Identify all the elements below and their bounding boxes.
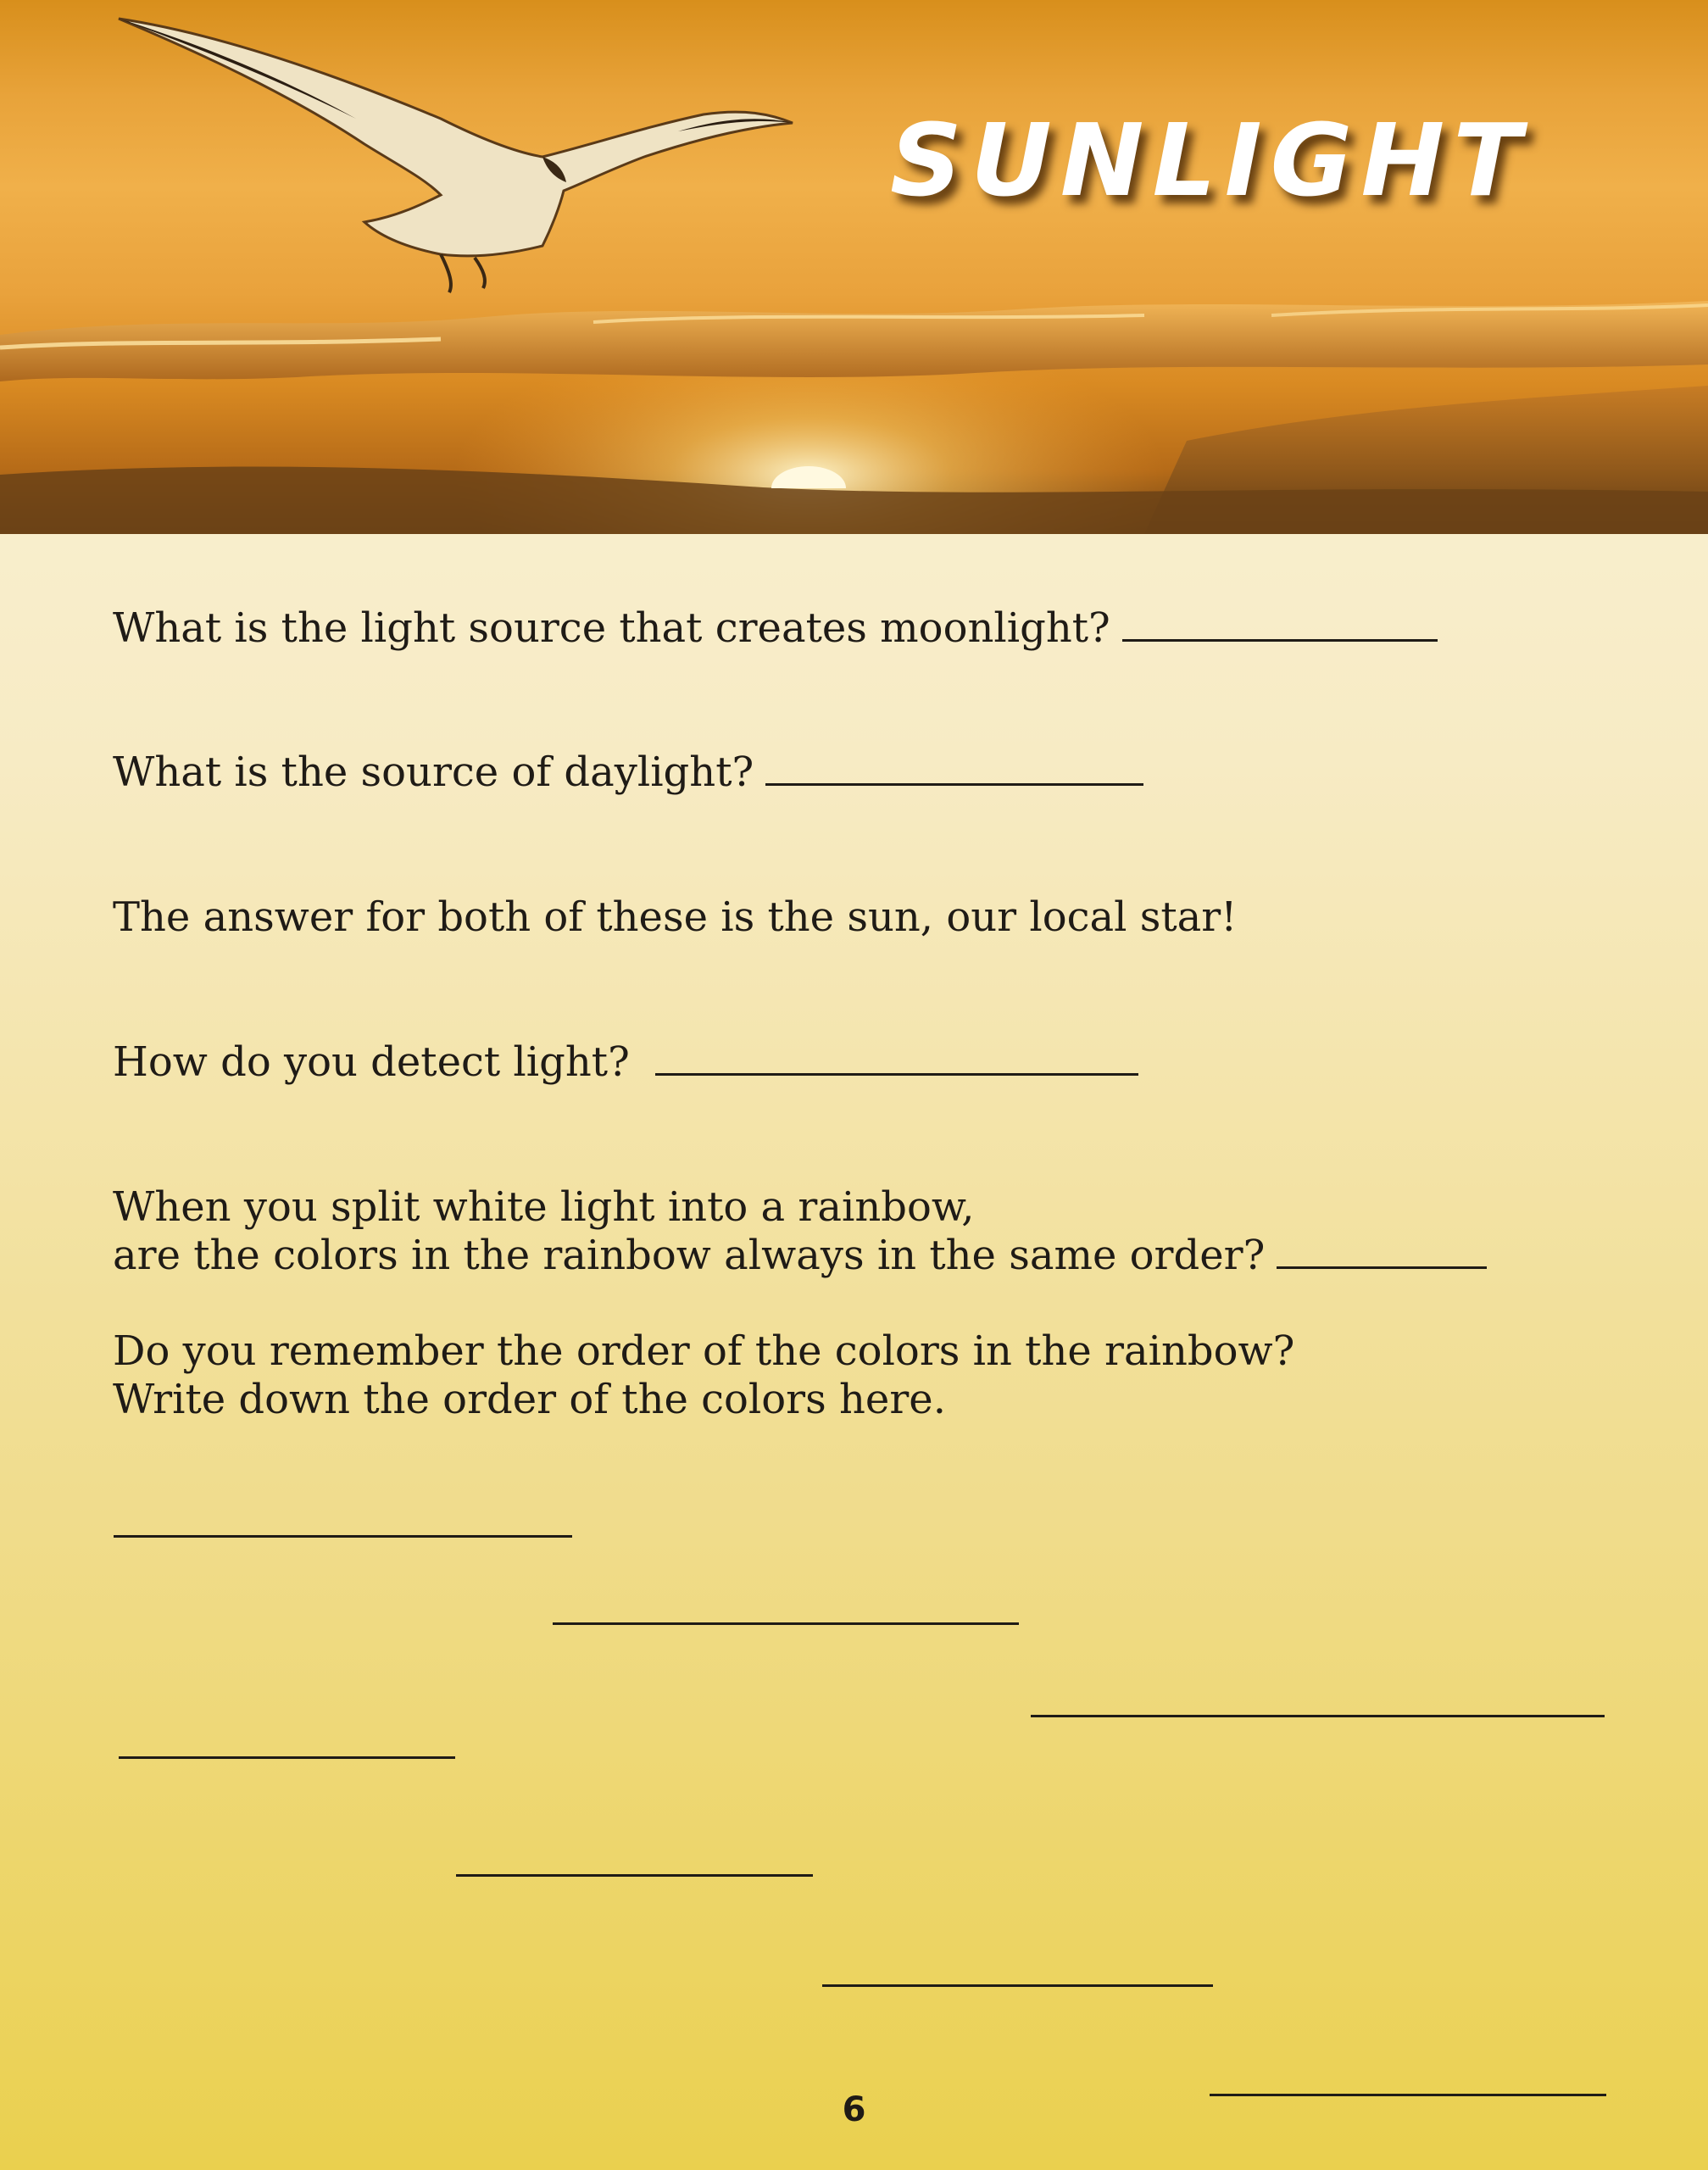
statement-sun-answer: The answer for both of these is the sun, our local star!	[113, 893, 1238, 941]
question-colors-line1: Do you remember the order of the colors in the rainbow?	[113, 1327, 1295, 1375]
question-detect-text: How do you detect light?	[113, 1038, 630, 1086]
question-colors-order	[113, 1327, 1294, 1424]
question-daylight-text: What is the source of daylight?	[113, 748, 754, 796]
answer-line-color-3[interactable]	[1031, 1715, 1605, 1717]
answer-line-color-4[interactable]	[119, 1756, 455, 1759]
question-rainbow-order	[113, 1183, 1487, 1280]
answer-line-rainbow-order[interactable]	[1277, 1266, 1487, 1269]
header-banner-photo	[0, 0, 1708, 534]
question-detect-light	[113, 1038, 1138, 1087]
answer-line-color-6[interactable]	[822, 1984, 1213, 1987]
answer-line-color-1[interactable]	[114, 1535, 572, 1538]
sunset-scene-image	[0, 0, 1708, 534]
question-colors-line2: Write down the order of the colors here.	[113, 1376, 946, 1423]
answer-line-daylight[interactable]	[765, 782, 1143, 786]
question-rainbow-line2: are the colors in the rainbow always in the same order?	[113, 1232, 1266, 1279]
answer-line-color-2[interactable]	[553, 1622, 1019, 1625]
question-moonlight-text: What is the light source that creates moonlight?	[113, 604, 1110, 652]
answer-line-color-5[interactable]	[456, 1874, 813, 1877]
seagull-icon	[119, 19, 793, 292]
question-rainbow-line1: When you split white light into a rainbow,	[113, 1183, 975, 1231]
page-title: SUNLIGHT	[890, 102, 1530, 219]
question-daylight-source	[113, 748, 1143, 797]
question-moonlight-source	[113, 604, 1438, 653]
answer-line-detect[interactable]	[655, 1072, 1138, 1076]
answer-line-moonlight[interactable]	[1122, 638, 1438, 642]
page-number: 6	[842, 2090, 866, 2129]
